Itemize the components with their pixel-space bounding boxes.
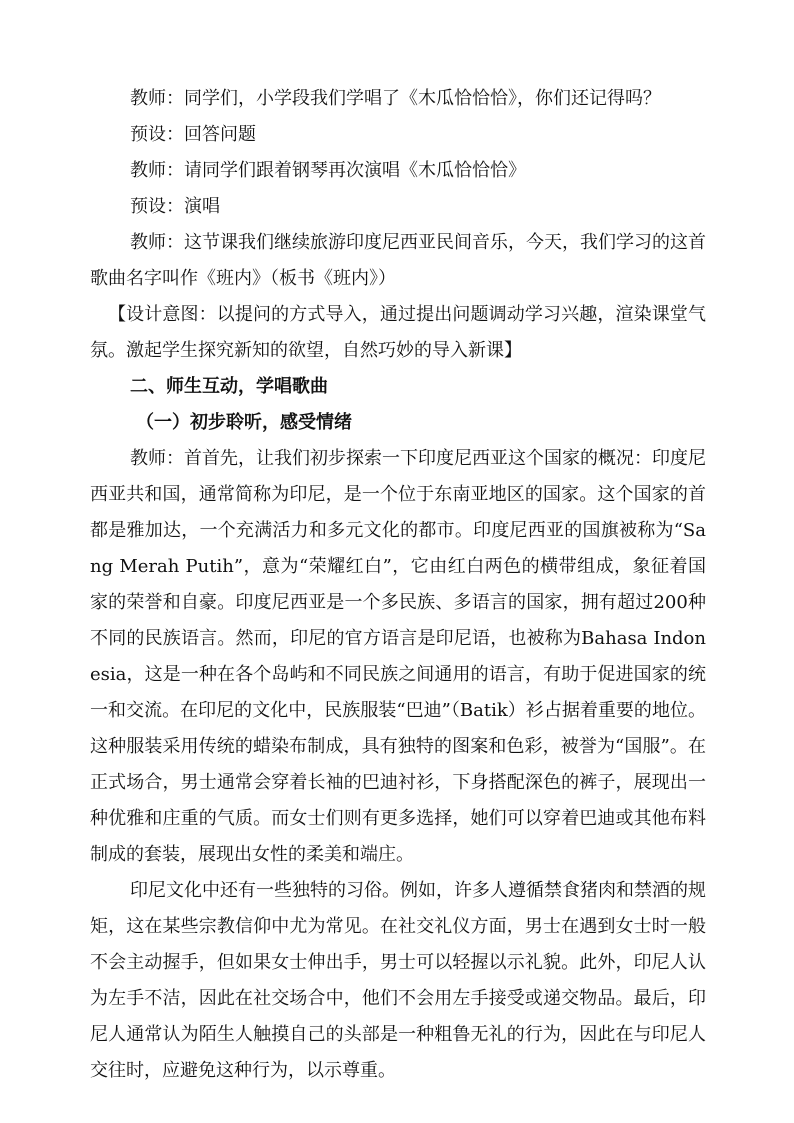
paragraph-preset-answer: 预设：回答问题 (130, 124, 256, 145)
paragraph-design-intent: 【设计意图：以提问的方式导入，通过提出问题调动学习兴趣，渲染课堂气氛。激起学生探究新知的欲望，自然巧妙的导入新课】 (90, 304, 706, 361)
paragraph-teacher-question: 教师：同学们，小学段我们学唱了《木瓜恰恰恰》，你们还记得吗？ (130, 88, 661, 109)
paragraph-teacher-intro: 教师：这节课我们继续旅游印度尼西亚民间音乐，今天，我们学习的这首歌曲名字叫作《班内》（板书《班内》） (90, 232, 706, 289)
paragraph-indonesia-overview: 教师：首首先，让我们初步探索一下印度尼西亚这个国家的概况：印度尼西亚共和国，通常简称为印尼，是一个位于东南亚地区的国家。这个国家的首都是雅加达，一个充满活力和多元文化的都市。印度尼西亚的国旗被称为“Sang Merah Putih”，意为“荣耀红白”，它由红白两色的横带组成，象征着国家的荣誉和自豪。印度尼西亚是一个多民族、多语言的国家，拥有超过200种不同的民族语言。然而，印尼的官方语言是印尼语，也被称为Bahasa Indonesia，这是一种在各个岛屿和不同民族之间通用的语言，有助于促进国家的统一和交流。在印尼的文化中，民族服装“巴迪”（Batik）衫占据着重要的地位。这种服装采用传统的蜡染布制成，具有独特的图案和色彩，被誉为“国服”。在正式场合，男士通常会穿着长袖的巴迪衬衫，下身搭配深色的裤子，展现出一种优雅和庄重的气质。而女士们则有更多选择，她们可以穿着巴迪或其他布料制成的套装，展现出女性的柔美和端庄。 (90, 448, 706, 865)
paragraph-indonesia-customs: 印尼文化中还有一些独特的习俗。例如，许多人遵循禁食猪肉和禁酒的规矩，这在某些宗教信仰中尤为常见。在社交礼仪方面，男士在遇到女士时一般不会主动握手，但如果女士伸出手，男士可以轻握以示礼貌。此外，印尼人认为左手不洁，因此在社交场合中，他们不会用左手接受或递交物品。最后，印尼人通常认为陌生人触摸自己的头部是一种粗鲁无礼的行为，因此在与印尼人交往时，应避免这种行为，以示尊重。 (90, 880, 706, 1081)
section-heading: 二、师生互动，学唱歌曲 (130, 376, 328, 397)
paragraph-preset-sing: 预设：演唱 (130, 196, 220, 217)
document-body (90, 81, 706, 1089)
subsection-heading: （一）初步聆听，感受情绪 (136, 412, 352, 433)
paragraph-teacher-piano: 教师：请同学们跟着钢琴再次演唱《木瓜恰恰恰》 (130, 160, 526, 181)
